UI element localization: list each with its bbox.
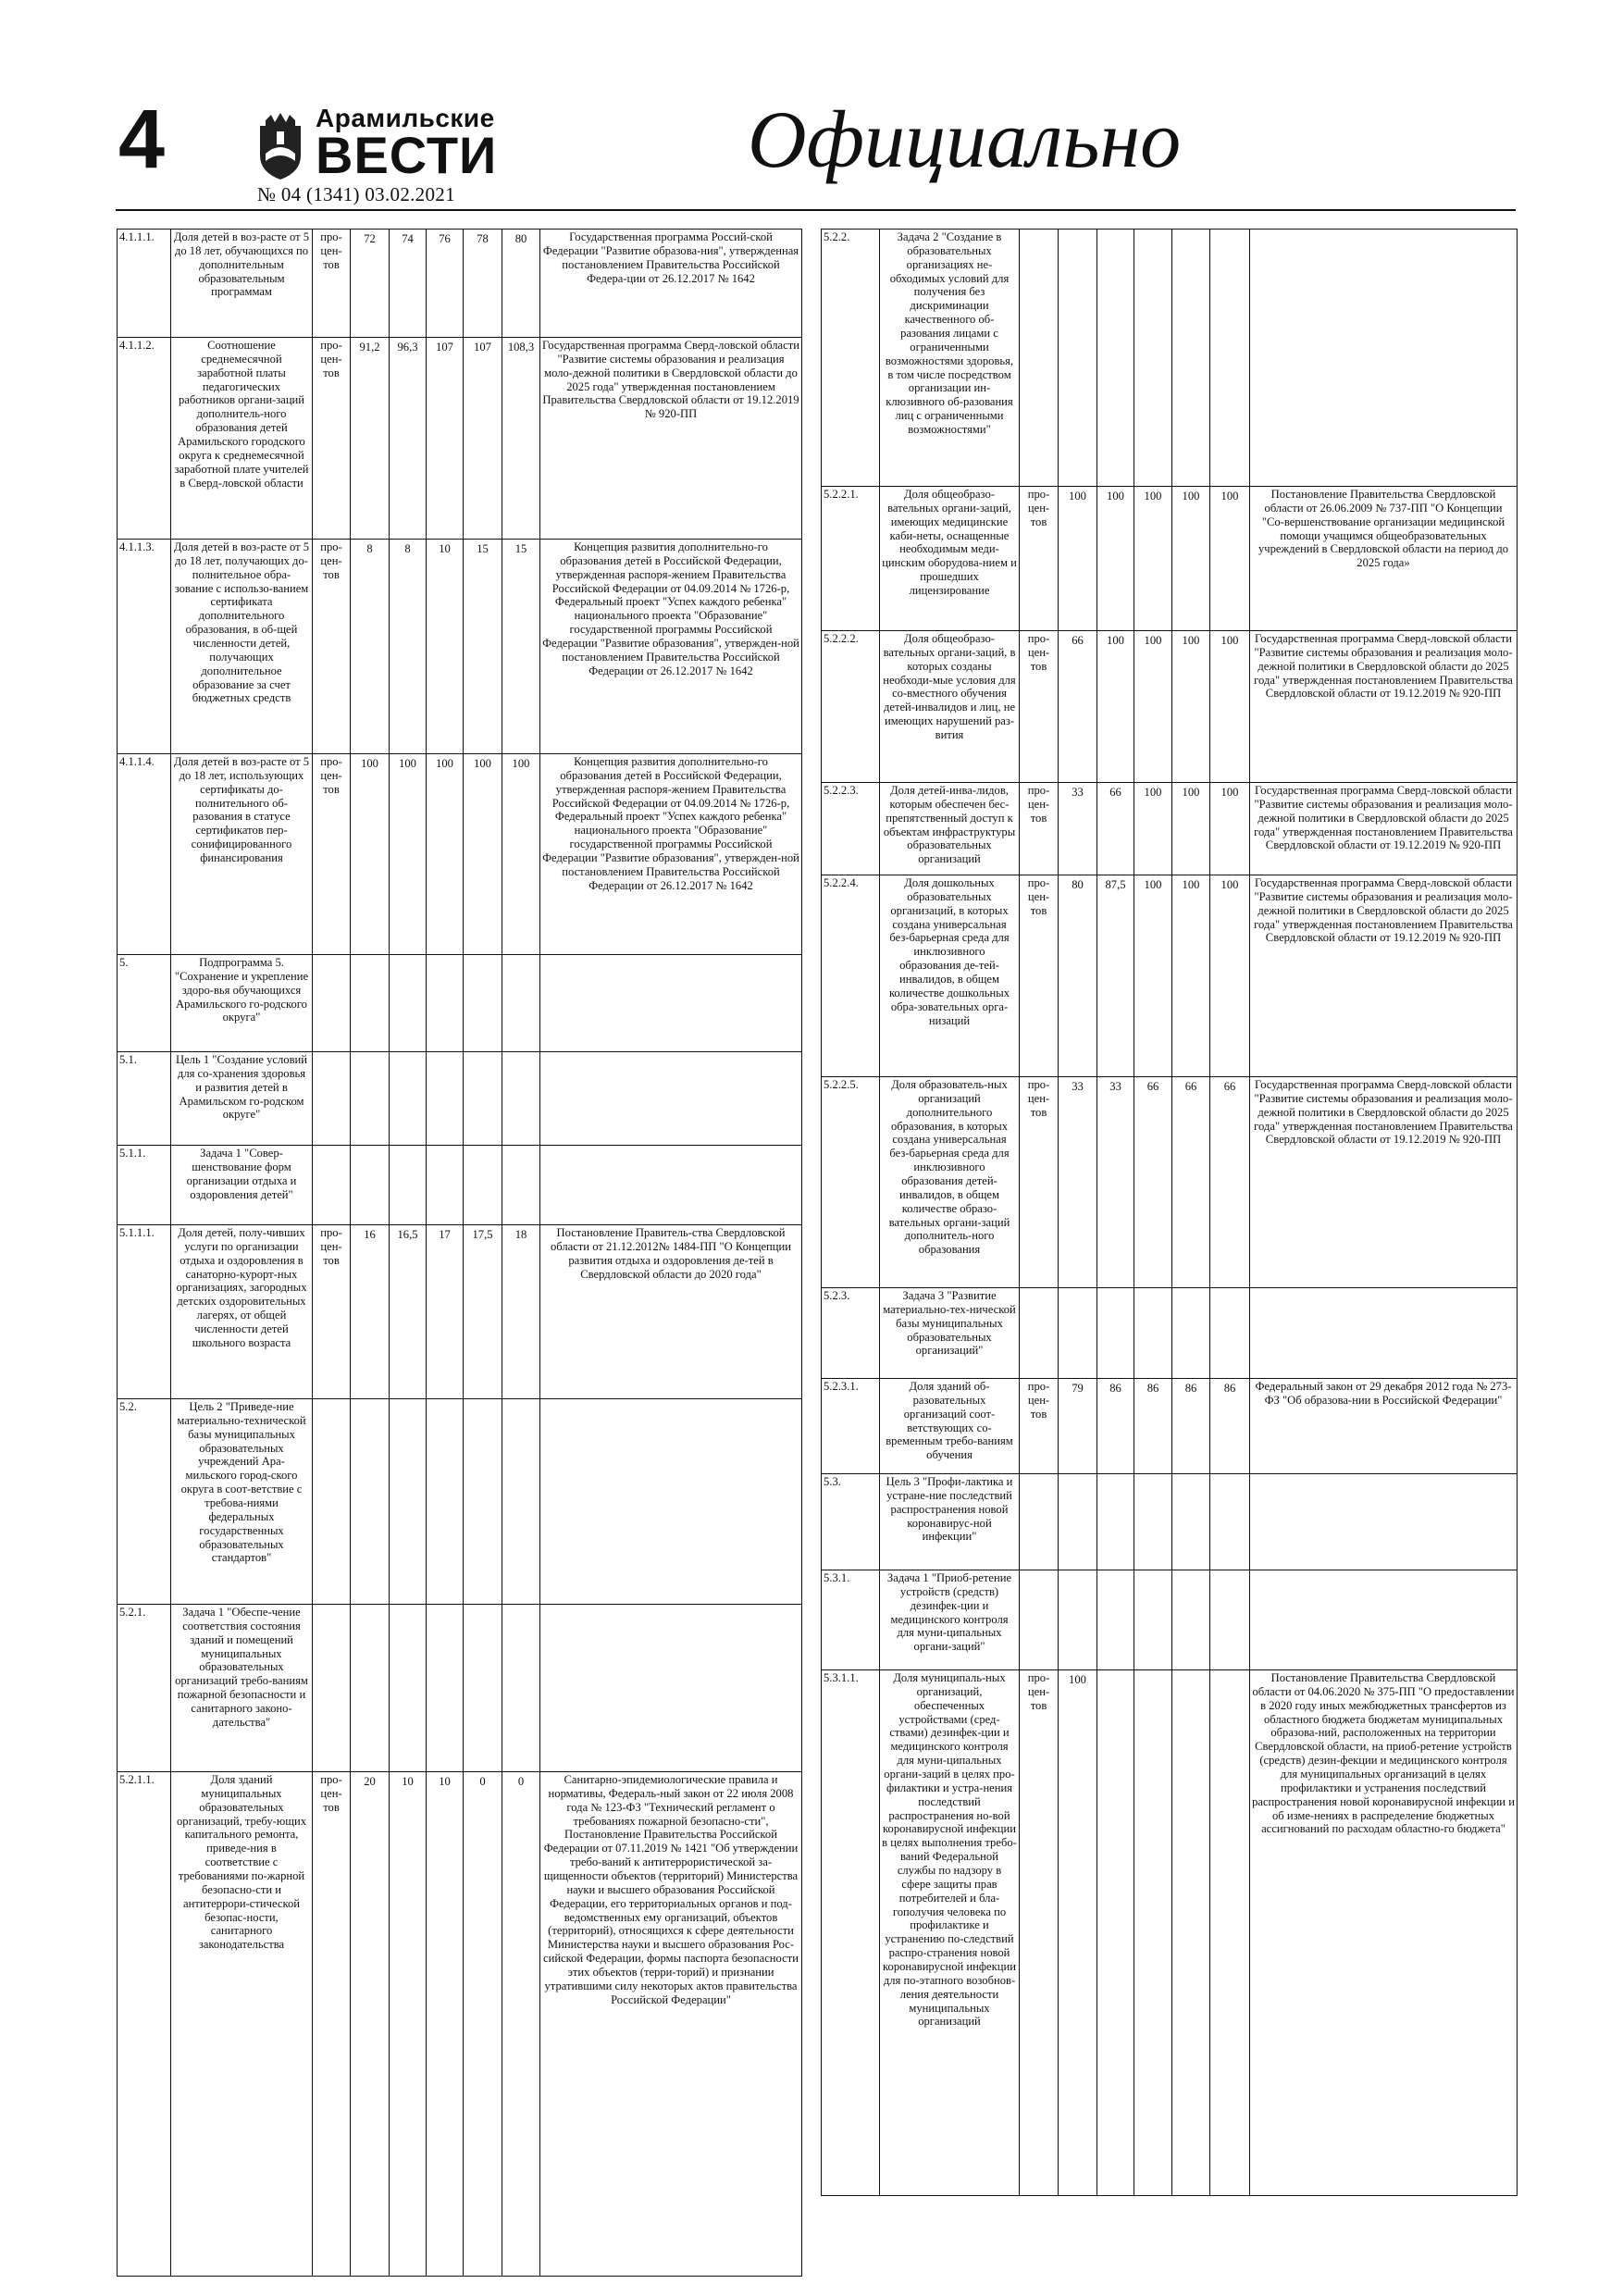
value-cell — [351, 1605, 390, 1772]
value-cell: 33 — [1059, 1077, 1097, 1288]
value-cell — [1134, 1570, 1172, 1670]
value-cell: 100 — [464, 754, 502, 955]
value-cell — [427, 1605, 464, 1772]
value-cell — [390, 1146, 427, 1225]
table-row — [118, 230, 802, 338]
value-cell: 100 — [1059, 1670, 1097, 2196]
value-cell: 20 — [351, 1772, 390, 2277]
indicators-table-left — [117, 229, 802, 2277]
value-cell: 66 — [1097, 783, 1134, 875]
value-cell: 86 — [1210, 1379, 1250, 1474]
table-row — [822, 1570, 1518, 1670]
logo-title: ВЕСТИ — [316, 126, 498, 184]
table-row — [118, 1772, 802, 2277]
row-number: 5.2.2.4. — [822, 875, 880, 1077]
basis-cell: Государственная программа Сверд-ловской области "Развитие системы образования и реализация моло-дежной политики в Свердловской области до 2025 года" утвержденная постановлением Правительства Свердловской области от 19.12.2019 № 920-ПП — [1250, 1077, 1518, 1288]
value-cell: 100 — [1210, 875, 1250, 1077]
unit-cell: про-цен-тов — [313, 338, 351, 540]
unit-cell: про-цен-тов — [1020, 487, 1059, 631]
table-row — [822, 1077, 1518, 1288]
table-row — [118, 1052, 802, 1146]
value-cell — [390, 1605, 427, 1772]
value-cell: 86 — [1097, 1379, 1134, 1474]
value-cell — [1172, 1670, 1210, 2196]
value-cell — [1210, 230, 1250, 487]
unit-cell: про-цен-тов — [313, 230, 351, 338]
value-cell — [1059, 230, 1097, 487]
indicator-name: Доля детей в воз-расте от 5 до 18 лет, обучающихся по дополнительным образовательным программам — [171, 230, 313, 338]
value-cell: 100 — [351, 754, 390, 955]
value-cell — [502, 1052, 540, 1146]
row-number: 4.1.1.4. — [118, 754, 171, 955]
row-number: 5. — [118, 955, 171, 1052]
value-cell: 100 — [1097, 631, 1134, 783]
value-cell — [1059, 1474, 1097, 1570]
basis-cell: Постановление Правитель-ства Свердловской области от 21.12.2012№ 1484-ПП "О Концепции развития отдыха и оздоровления де-тей в Свердловской области до 2020 года" — [540, 1225, 802, 1399]
indicator-name: Цель 2 "Приведе-ние материально-технической базы муниципальных образовательных учреждений Ара-мильского город-ского округа в соот-ветствие с требова-ниями федеральных государственных образовательных стандартов" — [171, 1399, 313, 1605]
unit-cell: про-цен-тов — [313, 1225, 351, 1399]
value-cell: 100 — [1097, 487, 1134, 631]
table-row — [822, 875, 1518, 1077]
value-cell: 107 — [464, 338, 502, 540]
value-cell: 100 — [1172, 487, 1210, 631]
basis-cell — [540, 955, 802, 1052]
page-header — [0, 0, 1623, 227]
value-cell: 80 — [502, 230, 540, 338]
row-number: 5.2.2. — [822, 230, 880, 487]
unit-cell — [313, 955, 351, 1052]
table-row — [822, 487, 1518, 631]
value-cell — [464, 1605, 502, 1772]
value-cell — [390, 955, 427, 1052]
basis-cell: Государственная программа Сверд-ловской области "Развитие системы образования и реализация моло-дежной политики в Свердловской области до 2025 года" утвержденная постановлением Правительства Свердловской области от 19.12.2019 № 920-ПП — [1250, 875, 1518, 1077]
indicator-name: Доля муниципаль-ных организаций, обеспеченных устройствами (сред-ствами) дезинфек-ции и медицинского контроля для муни-ципальных органи-заций в целях про-филактики и устра-нения последствий распространения но-вой коронавирусной инфекции в целях выполнения требо-ваний Федеральной службы по надзору в сфере защиты прав потребителей и бла-гополучия человека по профилактике и устранению по-следствий распро-странения новой коронавирусной инфекции для по-этапного возобнов-ления деятельности муниципальных организаций — [880, 1670, 1020, 2196]
value-cell — [351, 1052, 390, 1146]
value-cell — [502, 1399, 540, 1605]
coat-of-arms-icon — [256, 113, 304, 181]
value-cell — [1097, 1288, 1134, 1379]
value-cell: 100 — [1059, 487, 1097, 631]
indicator-name: Задача 3 "Развитие материально-тех-нической базы муниципальных образовательных организаций" — [880, 1288, 1020, 1379]
basis-cell — [540, 1605, 802, 1772]
unit-cell: про-цен-тов — [313, 754, 351, 955]
value-cell: 0 — [464, 1772, 502, 2277]
value-cell — [427, 1052, 464, 1146]
table-row — [822, 783, 1518, 875]
value-cell: 100 — [502, 754, 540, 955]
value-cell — [502, 955, 540, 1052]
row-number: 5.3.1.1. — [822, 1670, 880, 2196]
basis-cell: Концепция развития дополнительно-го образования детей в Российской Федерации, утвержденная распоря-жением Правительства Российской Федерации от 04.09.2014 № 1726-р, Федеральный проект "Успех каждого ребенка" национального проекта "Образование" государственной программы Российской Федерации "Развитие образования", утвержден-ной постановлением Правительства Российской Федерации от 26.12.2017 № 1642 — [540, 540, 802, 754]
table-row — [822, 1379, 1518, 1474]
value-cell: 8 — [351, 540, 390, 754]
table-row — [118, 955, 802, 1052]
value-cell: 100 — [1210, 487, 1250, 631]
value-cell: 100 — [1134, 783, 1172, 875]
unit-cell: про-цен-тов — [313, 1772, 351, 2277]
value-cell: 100 — [427, 754, 464, 955]
row-number: 5.3. — [822, 1474, 880, 1570]
value-cell: 15 — [464, 540, 502, 754]
table-row — [118, 540, 802, 754]
table-row — [118, 1605, 802, 1772]
indicator-name: Подпрограмма 5. "Сохранение и укрепление здоро-вья обучающихся Арамильского го-родского округа" — [171, 955, 313, 1052]
value-cell — [1134, 1474, 1172, 1570]
indicator-name: Цель 1 "Создание условий для со-хранения здоровья и развития детей в Арамильском го-родском округе" — [171, 1052, 313, 1146]
basis-cell: Государственная программа Сверд-ловской области "Развитие системы образования и реализация моло-дежной политики в Свердловской области до 2025 года" утвержденная постановлением Правительства Свердловской области от 19.12.2019 № 920-ПП — [1250, 783, 1518, 875]
value-cell: 10 — [427, 1772, 464, 2277]
value-cell: 80 — [1059, 875, 1097, 1077]
basis-cell: Постановление Правительства Свердловской области от 26.06.2009 № 737-ПП "О Концепции "Со-вершенствование организации медицинской помощи учащимся общеобразовательных учреждений в Свердловской области на период до 2025 года» — [1250, 487, 1518, 631]
value-cell: 33 — [1097, 1077, 1134, 1288]
basis-cell: Концепция развития дополнительно-го образования детей в Российской Федерации, утвержденная распоря-жением Правительства Российской Федерации от 04.09.2014 № 1726-р, Федеральный проект "Успех каждого ребенка" национального проекта "Образование" государственной программы Российской Федерации "Развитие образования", утвержден-ной постановлением Правительства Российской Федерации от 26.12.2017 № 1642 — [540, 754, 802, 955]
value-cell — [464, 1399, 502, 1605]
basis-cell: Санитарно-эпидемиологические правила и нормативы, Федераль-ный закон от 22 июля 2008 года № 123-ФЗ "Технический регламент о требованиях пожарной безопасно-сти", Постановление Правительства Российской Федерации от 07.11.2019 № 1421 "Об утверждении требо-ваний к антитеррористической за-щищенности объектов (территорий) Министерства науки и высшего образования Российской Федерации, его территориальных органов и под-ведомственных ему организаций, объектов (территорий), относящихся к сфере деятельности Министерства науки и высшего образования Рос-сийской Федерации, формы паспорта безопасности этих объектов (терри-торий) и признании утратившими силу некоторых актов правительства Российской Федерации" — [540, 1772, 802, 2277]
row-number: 4.1.1.2. — [118, 338, 171, 540]
issue-info: № 04 (1341) 03.02.2021 — [257, 183, 455, 205]
unit-cell: про-цен-тов — [1020, 1670, 1059, 2196]
value-cell — [502, 1146, 540, 1225]
value-cell: 100 — [1210, 783, 1250, 875]
value-cell — [1097, 1570, 1134, 1670]
table-row — [822, 1670, 1518, 2196]
unit-cell — [313, 1052, 351, 1146]
basis-cell: Государственная программа Сверд-ловской области "Развитие системы образования и реализация моло-дежной политики в Свердловской области до 2025 года" утвержденная постановлением Правительства Свердловской области от 19.12.2019 № 920-ПП — [1250, 631, 1518, 783]
basis-cell — [1250, 1570, 1518, 1670]
value-cell: 72 — [351, 230, 390, 338]
unit-cell — [313, 1605, 351, 1772]
value-cell: 100 — [390, 754, 427, 955]
unit-cell: про-цен-тов — [313, 540, 351, 754]
row-number: 5.1.1.1. — [118, 1225, 171, 1399]
unit-cell — [1020, 1570, 1059, 1670]
row-number: 5.1. — [118, 1052, 171, 1146]
indicator-name: Задача 1 "Обеспе-чение соответствия состояния зданий и помещений муниципальных образовательных организаций требо-ваниям пожарной безопасности и санитарного законо-дательства" — [171, 1605, 313, 1772]
table-row — [118, 1399, 802, 1605]
value-cell — [464, 1052, 502, 1146]
indicator-name: Цель 3 "Профи-лактика и устране-ние последствий распространения новой коронавирус-ной инфекции" — [880, 1474, 1020, 1570]
table-row — [118, 338, 802, 540]
value-cell — [1210, 1670, 1250, 2196]
value-cell: 66 — [1059, 631, 1097, 783]
value-cell — [351, 1399, 390, 1605]
value-cell: 100 — [1134, 631, 1172, 783]
indicator-name: Доля образователь-ных организаций дополнительного образования, в которых создана универсальная без-барьерная среда для инклюзивного образования детей-инвалидов, в общем количестве образо-вательных органи-заций дополнитель-ного образования — [880, 1077, 1020, 1288]
header-divider — [116, 209, 1516, 211]
value-cell — [1097, 1474, 1134, 1570]
value-cell: 86 — [1172, 1379, 1210, 1474]
basis-cell — [1250, 1288, 1518, 1379]
unit-cell: про-цен-тов — [1020, 1077, 1059, 1288]
value-cell: 66 — [1210, 1077, 1250, 1288]
basis-cell — [1250, 230, 1518, 487]
value-cell — [1172, 1474, 1210, 1570]
value-cell — [390, 1399, 427, 1605]
page-number: 4 — [118, 93, 166, 186]
basis-cell: Постановление Правительства Свердловской области от 04.06.2020 № 375-ПП "О предоставлении в 2020 году иных межбюджетных трансфертов из областного бюджета бюджетам муниципальных образова-ний, расположенных на территории Свердловской области, на приоб-ретение устройств (средств) дезин-фекции и медицинского контроля для муниципальных организаций в целях профилактики и устранения последствий распространения новой коронавирусной инфекции и об изме-нениях в распределение бюджетных ассигнований по расходам областно-го бюджета" — [1250, 1670, 1518, 2196]
table-row — [822, 631, 1518, 783]
basis-cell — [1250, 1474, 1518, 1570]
value-cell: 17,5 — [464, 1225, 502, 1399]
unit-cell — [1020, 1474, 1059, 1570]
value-cell — [1134, 1288, 1172, 1379]
value-cell — [1172, 1288, 1210, 1379]
value-cell — [1210, 1288, 1250, 1379]
row-number: 5.2.2.3. — [822, 783, 880, 875]
unit-cell: про-цен-тов — [1020, 875, 1059, 1077]
value-cell — [1172, 230, 1210, 487]
row-number: 5.2.2.2. — [822, 631, 880, 783]
value-cell: 8 — [390, 540, 427, 754]
value-cell: 79 — [1059, 1379, 1097, 1474]
indicator-name: Задача 1 "Приоб-ретение устройств (средств) дезинфек-ции и медицинского контроля для муни-ципальных органи-заций" — [880, 1570, 1020, 1670]
row-number: 5.2.3. — [822, 1288, 880, 1379]
row-number: 5.2.2.5. — [822, 1077, 880, 1288]
value-cell — [502, 1605, 540, 1772]
basis-cell — [540, 1399, 802, 1605]
basis-cell: Государственная программа Сверд-ловской области "Развитие системы образования и реализация моло-дежной политики в Свердловской области до 2025 года" утвержденная постановлением Правительства Свердловской области от 19.12.2019 № 920-ПП — [540, 338, 802, 540]
value-cell: 96,3 — [390, 338, 427, 540]
row-number: 5.2.1.1. — [118, 1772, 171, 2277]
indicator-name: Задача 1 "Совер-шенствование форм организации отдыха и оздоровления детей" — [171, 1146, 313, 1225]
indicator-name: Доля общеобразо-вательных органи-заций, в которых созданы необходи-мые условия для со-вместного обучения детей-инвалидов и лиц, не имеющих нарушений раз-вития — [880, 631, 1020, 783]
unit-cell — [1020, 1288, 1059, 1379]
value-cell: 87,5 — [1097, 875, 1134, 1077]
value-cell — [427, 1146, 464, 1225]
table-row — [118, 754, 802, 955]
row-number: 5.2.3.1. — [822, 1379, 880, 1474]
row-number: 5.2.2.1. — [822, 487, 880, 631]
value-cell: 107 — [427, 338, 464, 540]
value-cell: 16 — [351, 1225, 390, 1399]
value-cell — [351, 955, 390, 1052]
unit-cell: про-цен-тов — [1020, 1379, 1059, 1474]
indicator-name: Доля зданий муниципальных образовательных организаций, требу-ющих капитального ремонта, приведе-ния в соответствие с требованиями по-жарной безопасно-сти и антитеррори-стической безопас-ности, санитарного законодательства — [171, 1772, 313, 2277]
unit-cell — [1020, 230, 1059, 487]
row-number: 4.1.1.1. — [118, 230, 171, 338]
basis-cell: Федеральный закон от 29 декабря 2012 года № 273-ФЗ "Об образова-нии в Российской Федерации" — [1250, 1379, 1518, 1474]
indicator-name: Доля детей-инва-лидов, которым обеспечен бес-препятственный доступ к объектам инфраструктуры образовательных организаций — [880, 783, 1020, 875]
value-cell — [1097, 230, 1134, 487]
value-cell — [351, 1146, 390, 1225]
value-cell: 91,2 — [351, 338, 390, 540]
value-cell: 86 — [1134, 1379, 1172, 1474]
value-cell: 10 — [390, 1772, 427, 2277]
value-cell — [1210, 1570, 1250, 1670]
value-cell — [1097, 1670, 1134, 2196]
value-cell: 74 — [390, 230, 427, 338]
indicator-name: Доля детей в воз-расте от 5 до 18 лет, получающих до-полнительное обра-зование с использо-ванием сертификата дополнительного образования, в об-щей численности детей, получающих дополнительное образование за счет бюджетных средств — [171, 540, 313, 754]
row-number: 4.1.1.3. — [118, 540, 171, 754]
value-cell: 100 — [1172, 875, 1210, 1077]
indicator-name: Доля дошкольных образовательных организаций, в которых создана универсальная без-барьерная среда для инклюзивного образования де-тей-инвалидов, в общем количестве дошкольных обра-зовательных орга-низаций — [880, 875, 1020, 1077]
row-number: 5.2. — [118, 1399, 171, 1605]
indicator-name: Доля детей, полу-чивших услуги по организации отдыха и оздоровления в санаторно-курорт-ных организациях, загородных детских оздоровительных лагерях, от общей численности детей школьного возраста — [171, 1225, 313, 1399]
basis-cell — [540, 1052, 802, 1146]
indicator-name: Задача 2 "Создание в образовательных организациях не-обходимых условий для получения без дискриминации качественного об-разования лицами с ограниченными возможностями здоровья, в том числе посредством организации ин-клюзивного об-разования лиц с ограниченными возможностями" — [880, 230, 1020, 487]
table-row — [822, 230, 1518, 487]
value-cell — [1134, 1670, 1172, 2196]
table-row — [822, 1474, 1518, 1570]
row-number: 5.3.1. — [822, 1570, 880, 1670]
value-cell: 76 — [427, 230, 464, 338]
value-cell: 66 — [1172, 1077, 1210, 1288]
value-cell: 100 — [1210, 631, 1250, 783]
indicator-name: Соотношение среднемесячной заработной платы педагогических работников органи-заций дополнитель-ного образования детей Арамильского городского округа к среднемесячной заработной плате учителей в Сверд-ловской области — [171, 338, 313, 540]
indicator-name: Доля зданий об-разовательных организаций соот-ветствующих со-временным требо-ваниям обучения — [880, 1379, 1020, 1474]
value-cell — [390, 1052, 427, 1146]
value-cell: 16,5 — [390, 1225, 427, 1399]
row-number: 5.2.1. — [118, 1605, 171, 1772]
value-cell: 17 — [427, 1225, 464, 1399]
unit-cell — [313, 1146, 351, 1225]
value-cell: 108,3 — [502, 338, 540, 540]
indicator-name: Доля детей в воз-расте от 5 до 18 лет, использующих сертификаты до-полнительного об-разования в статусе сертификатов пер-сонифицированного финансирования — [171, 754, 313, 955]
value-cell: 100 — [1172, 783, 1210, 875]
basis-cell — [540, 1146, 802, 1225]
unit-cell — [313, 1399, 351, 1605]
row-number: 5.1.1. — [118, 1146, 171, 1225]
table-row — [118, 1146, 802, 1225]
value-cell: 100 — [1172, 631, 1210, 783]
logo-subtitle: Арамильские — [316, 104, 495, 132]
value-cell — [1059, 1570, 1097, 1670]
indicator-name: Доля общеобразо-вательных органи-заций, имеющих медицинские каби-неты, оснащенные необходимым меди-цинским оборудова-нием и прошедших лицензирование — [880, 487, 1020, 631]
value-cell — [1059, 1288, 1097, 1379]
indicators-table-right — [821, 229, 1518, 2196]
value-cell — [464, 1146, 502, 1225]
value-cell: 15 — [502, 540, 540, 754]
value-cell — [427, 955, 464, 1052]
value-cell: 0 — [502, 1772, 540, 2277]
value-cell — [1210, 1474, 1250, 1570]
value-cell: 10 — [427, 540, 464, 754]
value-cell: 33 — [1059, 783, 1097, 875]
value-cell: 78 — [464, 230, 502, 338]
value-cell — [464, 955, 502, 1052]
value-cell: 66 — [1134, 1077, 1172, 1288]
value-cell: 100 — [1134, 875, 1172, 1077]
section-title: Официально — [748, 95, 1182, 185]
unit-cell: про-цен-тов — [1020, 631, 1059, 783]
value-cell — [427, 1399, 464, 1605]
value-cell — [1134, 230, 1172, 487]
value-cell: 18 — [502, 1225, 540, 1399]
basis-cell: Государственная программа Россий-ской Федерации "Развитие образова-ния", утвержденная постановлением Правительства Российской Федера-ции от 26.12.2017 № 1642 — [540, 230, 802, 338]
unit-cell: про-цен-тов — [1020, 783, 1059, 875]
value-cell — [1172, 1570, 1210, 1670]
table-row — [118, 1225, 802, 1399]
table-row — [822, 1288, 1518, 1379]
value-cell: 100 — [1134, 487, 1172, 631]
